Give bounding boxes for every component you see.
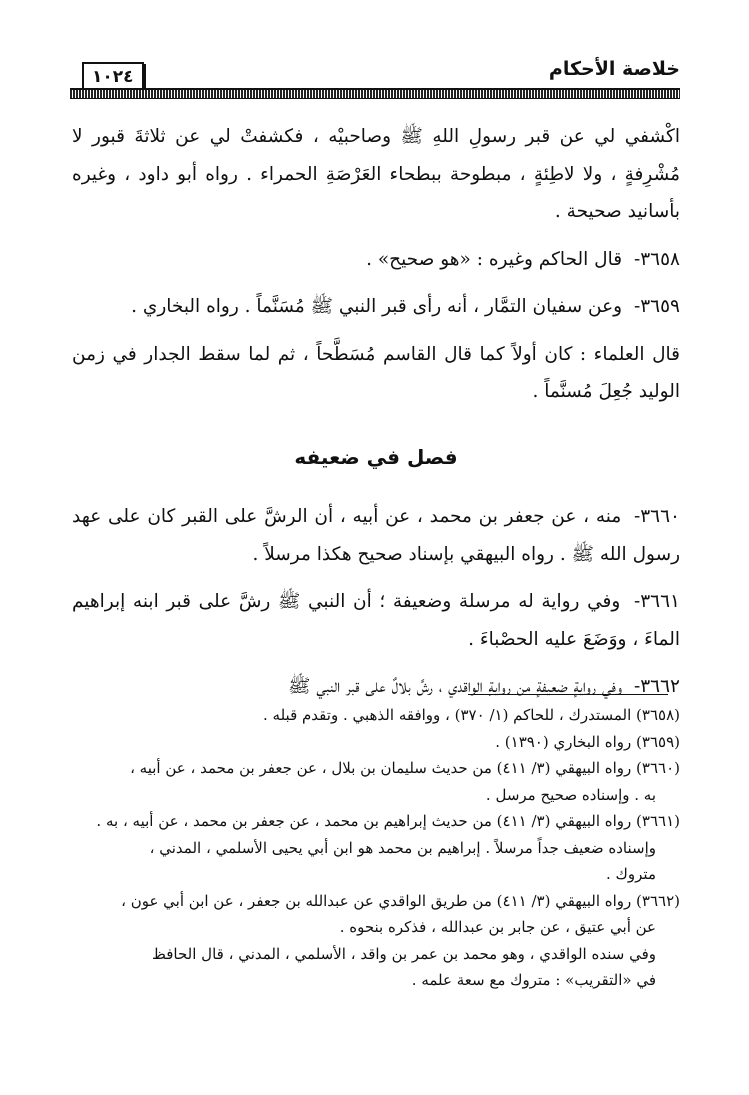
- footnote-3659: (٣٦٥٩) رواه البخاري (١٣٩٠) .: [495, 732, 680, 751]
- footnote-3661: (٣٦٦١) رواه البيهقي (٣/ ٤١١) من حديث إبراهيم بن محمد ، عن جعفر بن محمد ، عن أبيه ، به .: [96, 812, 680, 830]
- hadith-number: ٣٦٦٠-: [633, 506, 680, 527]
- hadith-number: ٣٦٥٩-: [633, 296, 680, 317]
- main-text: [72, 118, 680, 706]
- footnote-3662-cont3: في «التقريب» : متروك مع سعة علمه .: [411, 971, 656, 989]
- hadith-number: ٣٦٦٢-: [633, 676, 680, 697]
- hadith-3658: [72, 241, 680, 279]
- footnote-3660-cont: به . وإسناده صحيح مرسل .: [485, 785, 656, 804]
- header-rule: [70, 88, 680, 99]
- hadith-text: وعن سفيان التمَّار ، أنه رأى قبر النبي ﷺ مُسَنَّماً . رواه البخاري .: [131, 296, 623, 317]
- footnotes: [72, 702, 680, 994]
- page-number: ١٠٢٤: [82, 62, 144, 92]
- footnote-3660: (٣٦٦٠) رواه البيهقي (٣/ ٤١١) من حديث سليمان بن بلال ، عن جعفر بن محمد ، عن أبيه ،: [130, 759, 680, 777]
- running-title: خلاصة الأحكام: [548, 58, 680, 80]
- footnote-3661-cont2: متروك .: [606, 865, 656, 883]
- footnote-3658: (٣٦٥٨) المستدرك ، للحاكم (١/ ٣٧٠) ، ووافقه الذهبي . وتقدم قبله .: [263, 706, 680, 724]
- scholars-note: قال العلماء : كان أولاً كما قال القاسم مُسَطَّحاً ، ثم لما سقط الجدار في زمن الوليد جُعِلَ مُسنَّماً .: [72, 343, 680, 402]
- footnote-3662-cont2: وفي سنده الواقدي ، وهو محمد بن عمر بن واقد ، الأسلمي ، المدني ، قال الحافظ: [152, 944, 656, 963]
- footnote-separator: [468, 694, 668, 695]
- hadith-text: وفي روايةٍ ضعيفةٍ من روايةِ الواقدي ، رشَّ بلالٌ على قبر النبي ﷺ: [288, 676, 623, 697]
- section-heading: فصل في ضعيفه: [294, 444, 458, 469]
- hadith-3659: [72, 288, 680, 326]
- hadith-number: ٣٦٦١-: [633, 591, 680, 612]
- paragraph-continuation: اكْشفي لي عن قبر رسولِ اللهِ ﷺ وصاحبيْه ، فكشفتْ لي عن ثلاثةَ قبور لا مُشْرِفةٍ ، ولا لاطِئةٍ ، مبطوحة ببطحاء العَرْصَةِ الحمراء . رواه أبو داود ، وغيره بأسانيد صحيحة .: [72, 126, 680, 222]
- footnote-3661-cont: وإسناده ضعيف جداً مرسلاً . إبراهيم بن محمد هو ابن أبي يحيى الأسلمي ، المدني ،: [149, 838, 656, 857]
- footnote-3662-cont: عن أبي عتيق ، عن جابر بن عبدالله ، فذكره بنحوه .: [339, 918, 656, 936]
- hadith-text: قال الحاكم وغيره : «هو صحيح» .: [366, 248, 623, 270]
- hadith-3660: [72, 498, 680, 573]
- hadith-text: منه ، عن جعفر بن محمد ، عن أبيه ، أن الرشَّ على القبر كان على عهد رسول الله ﷺ . رواه البيهقي بإسناد صحيح هكذا مرسلاً .: [72, 506, 680, 565]
- hadith-3662: [72, 668, 680, 706]
- hadith-text: وفي رواية له مرسلة وضعيفة ؛ أن النبي ﷺ رشَّ على قبر ابنه إبراهيم الماءَ ، ووَضَعَ عليه الحصْباءَ .: [72, 591, 680, 650]
- page-header: [70, 58, 680, 102]
- hadith-3661: [72, 583, 680, 658]
- hadith-number: ٣٦٥٨-: [633, 248, 680, 270]
- footnote-3662: (٣٦٦٢) رواه البيهقي (٣/ ٤١١) من طريق الواقدي عن عبدالله بن جعفر ، عن ابن أبي عون ،: [121, 891, 680, 910]
